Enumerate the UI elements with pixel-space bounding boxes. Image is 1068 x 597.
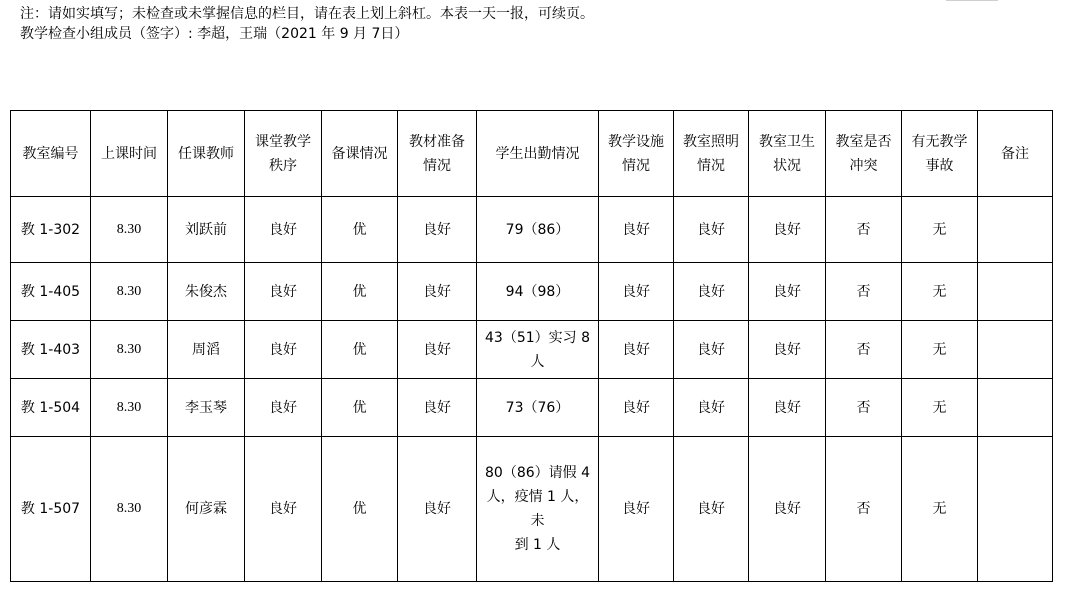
header-lighting: 教室照明 情况 bbox=[674, 111, 749, 197]
cell-teaching-accident: 无 bbox=[902, 321, 978, 379]
cell-attendance: 43（51）实习 8 人 bbox=[477, 321, 599, 379]
cell-room-conflict: 否 bbox=[826, 321, 902, 379]
cell-teacher: 周滔 bbox=[168, 321, 245, 379]
header-teacher: 任课教师 bbox=[168, 111, 245, 197]
cell-room-conflict: 否 bbox=[826, 263, 902, 321]
cell-lighting: 良好 bbox=[674, 437, 749, 582]
table-row bbox=[11, 263, 1053, 321]
cell-teacher: 李玉琴 bbox=[168, 379, 245, 437]
header-remarks: 备注 bbox=[978, 111, 1053, 197]
notes-block bbox=[20, 4, 594, 44]
header-teaching-accident: 有无教学 事故 bbox=[902, 111, 978, 197]
cell-teaching-accident: 无 bbox=[902, 263, 978, 321]
cell-time: 8.30 bbox=[91, 263, 168, 321]
cell-remarks bbox=[978, 263, 1053, 321]
cell-materials: 良好 bbox=[398, 379, 477, 437]
cell-teaching-accident: 无 bbox=[902, 379, 978, 437]
header-lesson-prep: 备课情况 bbox=[322, 111, 398, 197]
cell-remarks bbox=[978, 437, 1053, 582]
header-class-order: 课堂教学 秩序 bbox=[245, 111, 322, 197]
cell-lesson-prep: 优 bbox=[322, 321, 398, 379]
cell-lesson-prep: 优 bbox=[322, 437, 398, 582]
table-header-row bbox=[11, 111, 1053, 197]
cell-teaching-accident: 无 bbox=[902, 437, 978, 582]
cell-room: 教 1-504 bbox=[11, 379, 91, 437]
cell-class-order: 良好 bbox=[245, 437, 322, 582]
cell-materials: 良好 bbox=[398, 263, 477, 321]
cell-teacher: 刘跃前 bbox=[168, 197, 245, 263]
cell-room: 教 1-302 bbox=[11, 197, 91, 263]
cell-time: 8.30 bbox=[91, 321, 168, 379]
header-room-number: 教室编号 bbox=[11, 111, 91, 197]
cell-lesson-prep: 优 bbox=[322, 197, 398, 263]
cell-attendance: 73（76） bbox=[477, 379, 599, 437]
header-facilities: 教学设施 情况 bbox=[599, 111, 674, 197]
cell-facilities: 良好 bbox=[599, 379, 674, 437]
cell-lighting: 良好 bbox=[674, 379, 749, 437]
header-hygiene: 教室卫生 状况 bbox=[749, 111, 826, 197]
cell-lighting: 良好 bbox=[674, 263, 749, 321]
cell-room: 教 1-405 bbox=[11, 263, 91, 321]
cell-materials: 良好 bbox=[398, 437, 477, 582]
cell-hygiene: 良好 bbox=[749, 437, 826, 582]
cell-lighting: 良好 bbox=[674, 321, 749, 379]
header-attendance: 学生出勤情况 bbox=[477, 111, 599, 197]
cell-room-conflict: 否 bbox=[826, 197, 902, 263]
cell-facilities: 良好 bbox=[599, 197, 674, 263]
instruction-note: 注：请如实填写；未检查或未掌握信息的栏目，请在表上划上斜杠。本表一天一报，可续页。 bbox=[20, 6, 594, 22]
cell-teaching-accident: 无 bbox=[902, 197, 978, 263]
cell-remarks bbox=[978, 321, 1053, 379]
cell-facilities: 良好 bbox=[599, 263, 674, 321]
cell-attendance: 79（86） bbox=[477, 197, 599, 263]
cell-attendance: 94（98） bbox=[477, 263, 599, 321]
cell-time: 8.30 bbox=[91, 379, 168, 437]
cell-facilities: 良好 bbox=[599, 321, 674, 379]
cell-class-order: 良好 bbox=[245, 321, 322, 379]
header-materials: 教材准备 情况 bbox=[398, 111, 477, 197]
cell-remarks bbox=[978, 379, 1053, 437]
cell-teacher: 何彦霖 bbox=[168, 437, 245, 582]
inspection-team-signature: 教学检查小组成员（签字）: 李超，王瑞（2021 年 9 月 7日） bbox=[20, 26, 409, 42]
cell-lesson-prep: 优 bbox=[322, 263, 398, 321]
cell-hygiene: 良好 bbox=[749, 263, 826, 321]
cell-facilities: 良好 bbox=[599, 437, 674, 582]
table-row bbox=[11, 379, 1053, 437]
inspection-table bbox=[10, 110, 1053, 582]
cell-lighting: 良好 bbox=[674, 197, 749, 263]
cell-room-conflict: 否 bbox=[826, 379, 902, 437]
cell-class-order: 良好 bbox=[245, 379, 322, 437]
cell-remarks bbox=[978, 197, 1053, 263]
cell-attendance: 80（86）请假 4 人，疫情 1 人，未 到 1 人 bbox=[477, 437, 599, 582]
cell-class-order: 良好 bbox=[245, 263, 322, 321]
cell-hygiene: 良好 bbox=[749, 379, 826, 437]
header-room-conflict: 教室是否 冲突 bbox=[826, 111, 902, 197]
cell-hygiene: 良好 bbox=[749, 197, 826, 263]
cell-hygiene: 良好 bbox=[749, 321, 826, 379]
cell-time: 8.30 bbox=[91, 197, 168, 263]
cell-room-conflict: 否 bbox=[826, 437, 902, 582]
cell-materials: 良好 bbox=[398, 197, 477, 263]
cell-time: 8.30 bbox=[91, 437, 168, 582]
cell-teacher: 朱俊杰 bbox=[168, 263, 245, 321]
cell-class-order: 良好 bbox=[245, 197, 322, 263]
cell-materials: 良好 bbox=[398, 321, 477, 379]
table-row bbox=[11, 321, 1053, 379]
header-class-time: 上课时间 bbox=[91, 111, 168, 197]
table-row bbox=[11, 437, 1053, 582]
cell-room: 教 1-403 bbox=[11, 321, 91, 379]
corner-divider bbox=[946, 0, 998, 2]
cell-room: 教 1-507 bbox=[11, 437, 91, 582]
cell-lesson-prep: 优 bbox=[322, 379, 398, 437]
table-row bbox=[11, 197, 1053, 263]
